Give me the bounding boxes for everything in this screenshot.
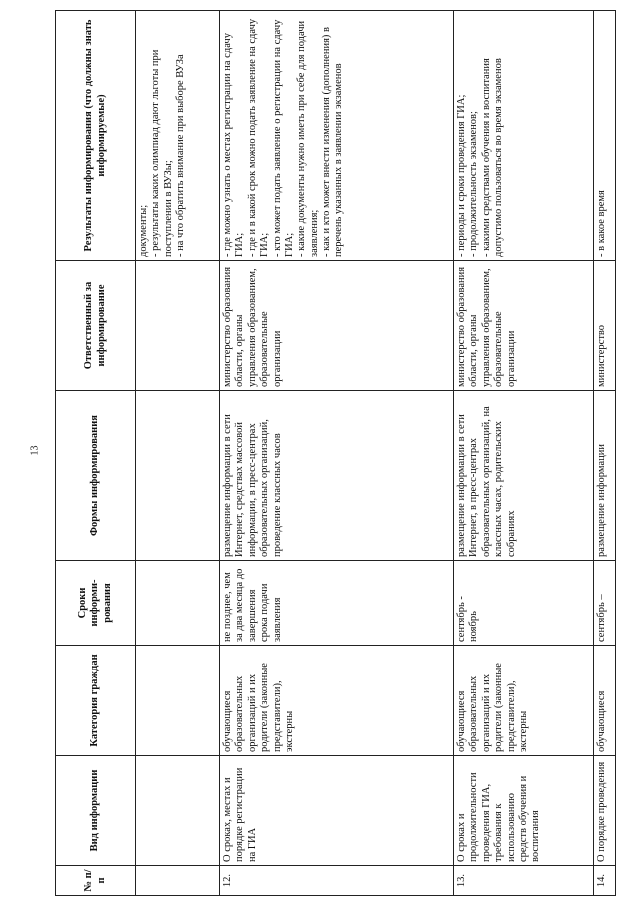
kind-cell: О сроках и продолжительности проведения ГИА, требования к использованию средств обучения и воспитания bbox=[454, 756, 594, 866]
responsible-cell: министерство образования области, органы управления образованием, образовательные организации bbox=[220, 261, 454, 391]
results-cell: документы; - результаты каких олимпиад дают льготы при поступлении в ВУЗы; - на что обратить внимание при выборе ВУЗа bbox=[136, 11, 220, 261]
page-number: 13 bbox=[29, 445, 41, 456]
table-row bbox=[454, 11, 594, 896]
header-forms: Формы информирования bbox=[56, 391, 136, 561]
forms-cell: размещение информации в сети Интернет, средствах массовой информации, в пресс-центрах образовательных организаций, проведение классных часов bbox=[220, 391, 454, 561]
responsible-cell: министерство bbox=[594, 261, 616, 391]
document-table-rotated bbox=[55, 11, 615, 896]
category-cell: обучающиеся образовательных организаций и их родители (законные представители), экстерны bbox=[220, 646, 454, 756]
results-cell: - в какое время bbox=[594, 11, 616, 261]
forms-cell: размещение информации bbox=[594, 391, 616, 561]
terms-cell: не позднее, чем за два месяца до завершения срока подачи заявления bbox=[220, 561, 454, 646]
table-row-continued bbox=[136, 11, 220, 896]
forms-cell: размещение информации в сети Интернет, в пресс-центрах образовательных организаций, на классных часах, родительских собраниях bbox=[454, 391, 594, 561]
table-row bbox=[594, 11, 616, 896]
kind-cell: О порядке проведения bbox=[594, 756, 616, 866]
information-table bbox=[55, 10, 616, 896]
header-kind: Вид информации bbox=[56, 756, 136, 866]
row-number: 13. bbox=[454, 866, 594, 896]
row-number: 14. bbox=[594, 866, 616, 896]
results-cell: - где можно узнать о местах регистрации на сдачу ГИА; - где и в какой срок можно подать заявление на сдачу ГИА; - кто может подать заявление о регистрации на сдачу ГИА; - какие документы нужно иметь при себе для подачи заявления; - как и кто может внести изменения (дополнения) в перечень указанных в заявлении экзаменов bbox=[220, 11, 454, 261]
header-row bbox=[56, 11, 136, 896]
results-cell: - периоды и сроки проведения ГИА; - продолжительность экзаменов; - какими средствами обучения и воспитания допустимо пользоваться во время экзаменов bbox=[454, 11, 594, 261]
category-cell: обучающиеся bbox=[594, 646, 616, 756]
header-terms: Сроки информи-рования bbox=[56, 561, 136, 646]
header-category: Категория граждан bbox=[56, 646, 136, 756]
header-results: Результаты информирования (что должны знать информируемые) bbox=[56, 11, 136, 261]
responsible-cell: министерство образования области, органы управления образованием, образовательные организации bbox=[454, 261, 594, 391]
table-row bbox=[220, 11, 454, 896]
row-number: 12. bbox=[220, 866, 454, 896]
kind-cell: О сроках, местах и порядке регистрации на ГИА bbox=[220, 756, 454, 866]
header-responsible: Ответственный за информирование bbox=[56, 261, 136, 391]
category-cell: обучающиеся образовательных организаций и их родители (законные представители), экстерны bbox=[454, 646, 594, 756]
terms-cell: сентябрь - ноябрь bbox=[454, 561, 594, 646]
header-num: № п/п bbox=[56, 866, 136, 896]
terms-cell: сентябрь – bbox=[594, 561, 616, 646]
